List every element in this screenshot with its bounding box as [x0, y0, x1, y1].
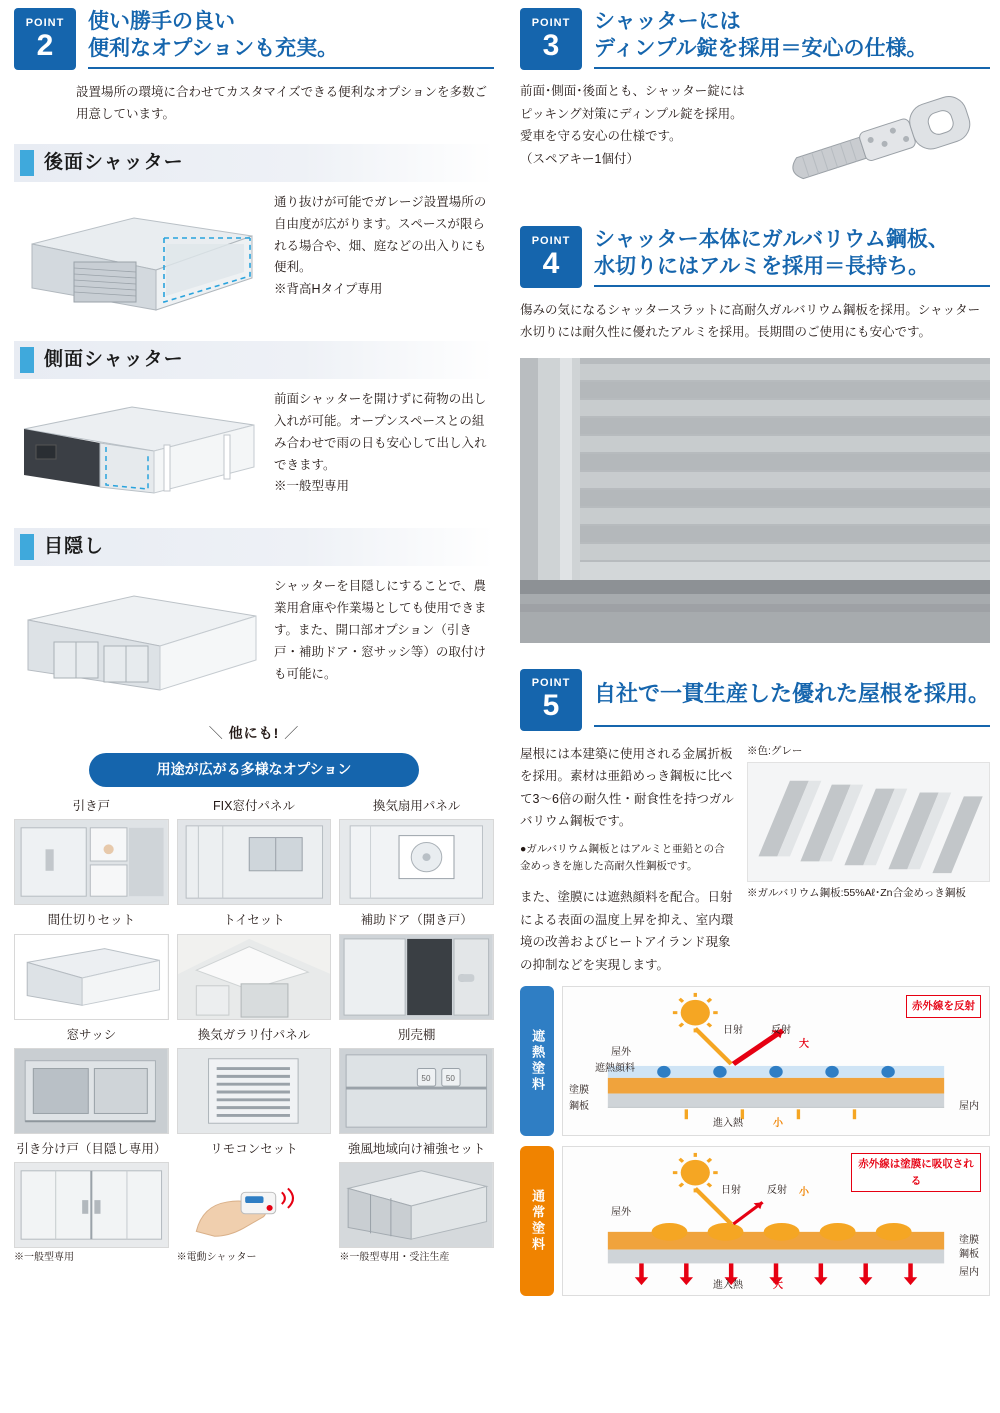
normal-label-film: 塗膜: [959, 1235, 979, 1247]
roof-body2: また、塗膜には遮熱顔料を配合。日射による表面の温度上昇を抑え、室内環境の改善およびヒートアイランド現象の抑制などを実現します。: [520, 890, 734, 972]
cool-paint-diagram: [562, 986, 990, 1136]
cool-label-indoor: 屋内: [959, 1101, 979, 1113]
option-note: ※電動シャッター: [176, 1252, 257, 1264]
point3-title-line2: ディンプル錠を採用＝安心の仕様。: [594, 37, 928, 61]
normal-paint-diagram: [562, 1146, 990, 1296]
point3-badge-number: 3: [542, 28, 560, 62]
point5-body-row: [520, 743, 990, 977]
point4-title-line1: シャッター本体にガルバリウム鋼板、: [594, 228, 949, 251]
option-item: [14, 1140, 169, 1266]
cool-label-heatin: 進入熱: [713, 1117, 743, 1129]
option-caption: 引き分け戸（目隠し専用）: [16, 1141, 167, 1156]
point2-badge-number: 2: [36, 28, 54, 62]
section-side-shutter-title: 側面シャッター: [44, 349, 184, 371]
side-shutter-illustration: [14, 389, 264, 510]
cool-paint-diagram-row: [520, 986, 990, 1136]
section-rear-shutter-header: [14, 144, 494, 182]
point3-line-3: 愛車を守る安心の仕様です。: [520, 129, 682, 143]
roof-image-block: [747, 743, 990, 977]
option-image: [14, 1048, 169, 1134]
normal-label-steel: 鋼板: [959, 1249, 979, 1261]
point2-title: [88, 8, 494, 69]
point3-text: [520, 80, 755, 200]
option-item: [339, 797, 494, 905]
point5-badge-label: POINT: [531, 677, 571, 690]
point5-title-text: 自社で一貫生産した優れた屋根を採用。: [594, 681, 991, 707]
point3-line-2: ピッキング対策にディンプル錠を採用。: [520, 106, 743, 121]
option-image: [14, 819, 169, 905]
cool-label-film: 塗膜: [569, 1085, 589, 1097]
option-item: [14, 911, 169, 1019]
cool-label-outdoor: 屋外: [611, 1047, 631, 1059]
option-caption: 窓サッシ: [66, 1027, 117, 1042]
point3-title-line1: シャッターには: [594, 10, 741, 33]
option-item: [177, 1026, 332, 1134]
section-blindfold-body: [14, 576, 494, 707]
option-item: [177, 797, 332, 905]
section-rear-shutter-body: [14, 192, 494, 323]
point4-badge-label: POINT: [531, 234, 571, 247]
right-column: [520, 8, 990, 1296]
point2-title-line1: 使い勝手の良い: [88, 10, 235, 33]
roof-bullet: ●ガルバリウム鋼板とはアルミと亜鉛との合金めっきを施した高耐久性鋼板です。: [520, 842, 725, 872]
point3-line-1: 前面･側面･後面とも、シャッター錠には: [520, 84, 745, 98]
option-item: [339, 1140, 494, 1266]
side-shutter-text-wrap: [274, 389, 494, 510]
section-side-shutter-header: [14, 341, 494, 379]
option-caption: 間仕切りセット: [47, 913, 136, 928]
option-item: [14, 1026, 169, 1134]
section-mark-icon: [20, 347, 34, 373]
rear-shutter-text: 通り抜けが可能でガレージ設置場所の自由度が広がります。スペースが限られる場合や、畑、庭などの出入りにも便利。: [274, 194, 487, 275]
option-image: [177, 1048, 332, 1134]
side-shutter-text: 前面シャッターを開けずに荷物の出し入れが可能。オープンスペースとの組み合わせで雨の日も安心して出し入れできます。: [274, 391, 487, 472]
normal-label-indoor: 屋内: [959, 1267, 979, 1279]
point4-badge-number: 4: [542, 246, 560, 280]
normal-label-reflect-size: 小: [799, 1187, 809, 1199]
point2-title-line2: 便利なオプションも充実。: [88, 37, 339, 61]
option-image: [177, 1162, 332, 1248]
option-image: [339, 819, 494, 905]
section-mark-icon: [20, 534, 34, 560]
point5-badge-number: 5: [542, 689, 560, 723]
roof-text-block: [520, 743, 735, 977]
point4-header: [520, 226, 990, 288]
also-label: 他にも!: [228, 725, 280, 742]
point4-badge: [520, 226, 582, 288]
option-item: [14, 797, 169, 905]
normal-label-reflect: 反射: [767, 1185, 787, 1197]
cool-label-reflect-size: 大: [799, 1039, 809, 1051]
section-side-shutter-body: [14, 389, 494, 510]
point3-body-row: [520, 80, 990, 200]
option-item: [339, 1026, 494, 1134]
option-item: [339, 911, 494, 1019]
point2-badge-label: POINT: [25, 16, 65, 29]
blindfold-text: シャッターを目隠しにすることで、農業用倉庫や作業場としても使用できます。また、開口部オプション（引き戸・補助ドア・窓サッシ等）の取付けも可能に。: [274, 579, 487, 681]
cool-label-steel: 鋼板: [569, 1101, 589, 1113]
normal-paint-diagram-row: [520, 1146, 990, 1296]
option-caption: 換気ガラリ付パネル: [197, 1027, 311, 1042]
side-shutter-note: ※一般型専用: [274, 479, 350, 494]
section-blindfold-header: [14, 528, 494, 566]
slash-left: ＼: [208, 725, 224, 742]
blindfold-illustration: [14, 576, 264, 707]
also-label-row: [14, 723, 494, 745]
shutter-photo: [520, 358, 990, 643]
roof-body1: 屋根には本建築に使用される金属折板を採用。素材は亜鉛めっき鋼板に比べて3～6倍の耐久性・耐食性を持つガルバリウム鋼板です。: [520, 746, 734, 829]
option-caption: 補助ドア（開き戸）: [360, 913, 473, 928]
rear-shutter-note: ※背高Hタイプ専用: [274, 282, 383, 297]
section-rear-shutter-title: 後面シャッター: [44, 152, 184, 174]
dimple-key-photo: [765, 80, 990, 200]
section-mark-icon: [20, 150, 34, 176]
option-image: [339, 1162, 494, 1248]
point3-badge-label: POINT: [531, 16, 571, 29]
option-image: [14, 934, 169, 1020]
option-image: [177, 819, 332, 905]
point4-body: 傷みの気になるシャッタースラットに高耐久ガルバリウム鋼板を採用。シャッター水切りには耐久性に優れたアルミを採用。長期間のご使用にも安心です。: [520, 303, 981, 339]
point2-badge: [14, 8, 76, 70]
section-blindfold-title: 目隠し: [44, 536, 105, 558]
cool-label-pigment: 遮熱顔料: [595, 1063, 635, 1075]
cool-label-reflect: 反射: [771, 1025, 791, 1037]
rear-shutter-text-wrap: [274, 192, 494, 323]
point3-line-4: （スペアキー1個付）: [520, 151, 639, 166]
roof-color-note: ※色:グレー: [747, 744, 803, 757]
point3-title: [594, 8, 990, 69]
point3-badge: [520, 8, 582, 70]
option-image: [177, 934, 332, 1020]
blindfold-text-wrap: [274, 576, 494, 707]
cool-label-heatin-size: 小: [773, 1117, 783, 1129]
slash-right: ／: [284, 725, 300, 742]
point5-title: [594, 669, 990, 727]
point4-title-line2: 水切りにはアルミを採用＝長持ち。: [594, 255, 930, 279]
rear-shutter-illustration: [14, 192, 264, 323]
point5-header: [520, 669, 990, 731]
options-bar: 用途が広がる多様なオプション: [89, 753, 419, 787]
normal-paint-tab: 通常塗料: [520, 1146, 554, 1296]
normal-paint-red-label: 赤外線は塗膜に吸収される: [851, 1153, 981, 1192]
normal-label-heatin: 進入熱: [713, 1279, 743, 1291]
option-image: [339, 934, 494, 1020]
option-item: [177, 1140, 332, 1266]
point4-title: [594, 226, 990, 287]
option-caption: 別売棚: [397, 1027, 436, 1042]
left-column: [14, 8, 494, 1266]
option-image: [14, 1162, 169, 1248]
option-image: [339, 1048, 494, 1134]
normal-label-sunlight: 日射: [721, 1185, 741, 1197]
point2-header: [14, 8, 494, 70]
normal-label-heatin-size: 大: [773, 1279, 783, 1291]
option-item: [177, 911, 332, 1019]
option-caption: 強風地域向け補強セット: [347, 1141, 486, 1156]
option-caption: リモコンセット: [210, 1141, 298, 1156]
option-caption: 引き戸: [72, 798, 111, 813]
option-caption: トイセット: [223, 913, 285, 928]
cool-paint-tab: 遮熱塗料: [520, 986, 554, 1136]
svg-text:50: 50: [421, 1074, 431, 1084]
option-note: ※一般型専用・受注生産: [339, 1252, 450, 1264]
option-caption: FIX窓付パネル: [213, 798, 295, 813]
roof-spec-note: ※ガルバリウム鋼板:55%Aℓ･Zn合金めっき鋼板: [747, 887, 966, 900]
option-note: ※一般型専用: [14, 1252, 74, 1264]
normal-label-outdoor: 屋外: [611, 1207, 631, 1219]
cool-label-sunlight: 日射: [723, 1025, 743, 1037]
point3-header: [520, 8, 990, 70]
svg-text:50: 50: [446, 1074, 456, 1084]
option-caption: 換気扇用パネル: [372, 798, 461, 813]
options-grid: [14, 797, 494, 1266]
point5-badge: [520, 669, 582, 731]
roof-photo: [747, 762, 990, 882]
point2-body: 設置場所の環境に合わせてカスタマイズできる便利なオプションを多数ご用意しています。: [76, 85, 488, 121]
cool-paint-red-label: 赤外線を反射: [906, 995, 981, 1017]
